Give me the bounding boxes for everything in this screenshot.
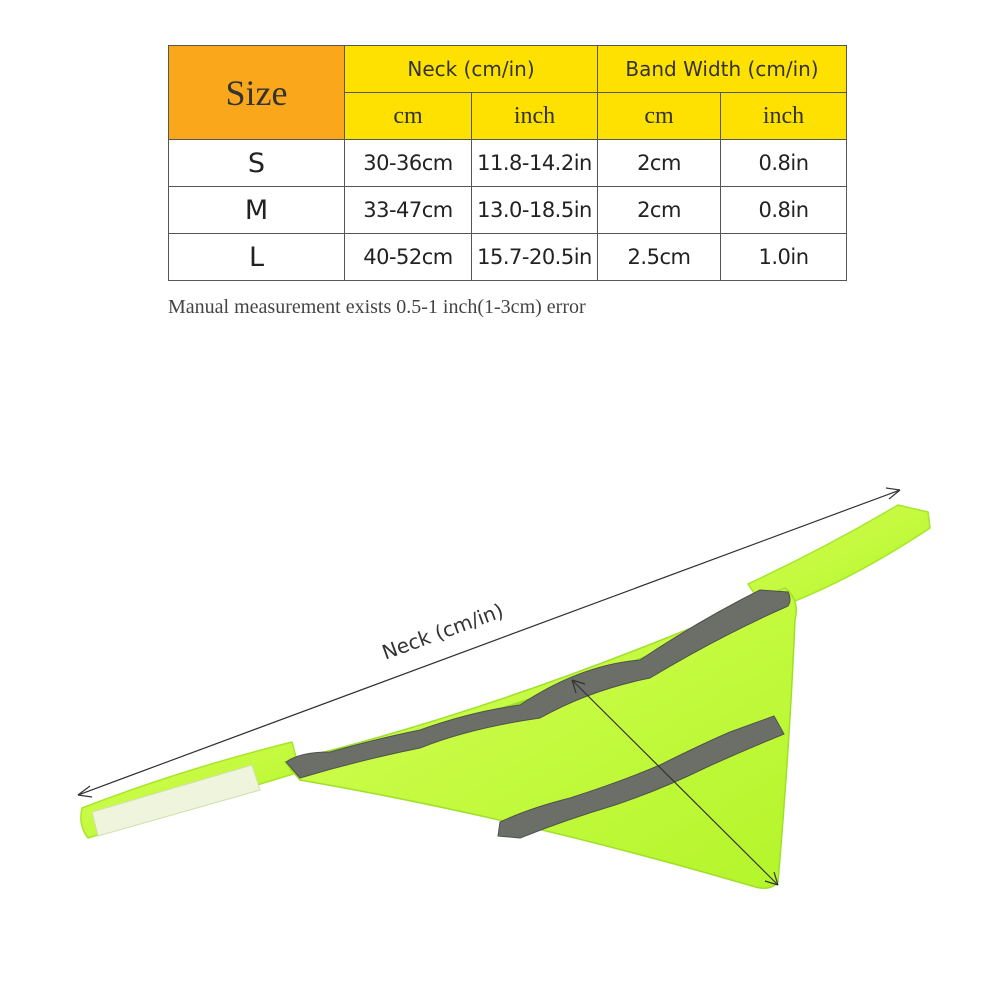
band-inch-cell: 0.8in [721, 140, 847, 187]
size-cell: M [169, 187, 345, 234]
band-inch-header: inch [721, 93, 847, 140]
size-cell: L [169, 234, 345, 281]
size-cell: S [169, 140, 345, 187]
measurement-note: Manual measurement exists 0.5-1 inch(1-3cm) error [168, 296, 586, 318]
neck-inch-cell: 13.0-18.5in [472, 187, 598, 234]
neck-inch-cell: 11.8-14.2in [472, 140, 598, 187]
table-row [169, 234, 847, 281]
band-cm-cell: 2cm [598, 187, 721, 234]
band-cm-cell: 2cm [598, 140, 721, 187]
neck-cm-cell: 40-52cm [345, 234, 472, 281]
band-inch-cell: 0.8in [721, 187, 847, 234]
neck-cm-cell: 33-47cm [345, 187, 472, 234]
table-row [169, 187, 847, 234]
bandana-figure [0, 470, 1001, 950]
neck-cm-header: cm [345, 93, 472, 140]
band-inch-cell: 1.0in [721, 234, 847, 281]
neck-inch-cell: 15.7-20.5in [472, 234, 598, 281]
neck-group-header: Neck (cm/in) [345, 46, 598, 93]
band-cm-header: cm [598, 93, 721, 140]
neck-inch-header: inch [472, 93, 598, 140]
size-chart-table [168, 45, 847, 281]
arrow-head-right [886, 488, 900, 499]
band-width-group-header: Band Width (cm/in) [598, 46, 847, 93]
neck-label: Neck (cm/in) [378, 598, 507, 665]
size-header: Size [169, 46, 345, 140]
right-strap [748, 505, 930, 605]
band-cm-cell: 2.5cm [598, 234, 721, 281]
neck-cm-cell: 30-36cm [345, 140, 472, 187]
arrow-head-left [78, 786, 92, 797]
table-row [169, 140, 847, 187]
